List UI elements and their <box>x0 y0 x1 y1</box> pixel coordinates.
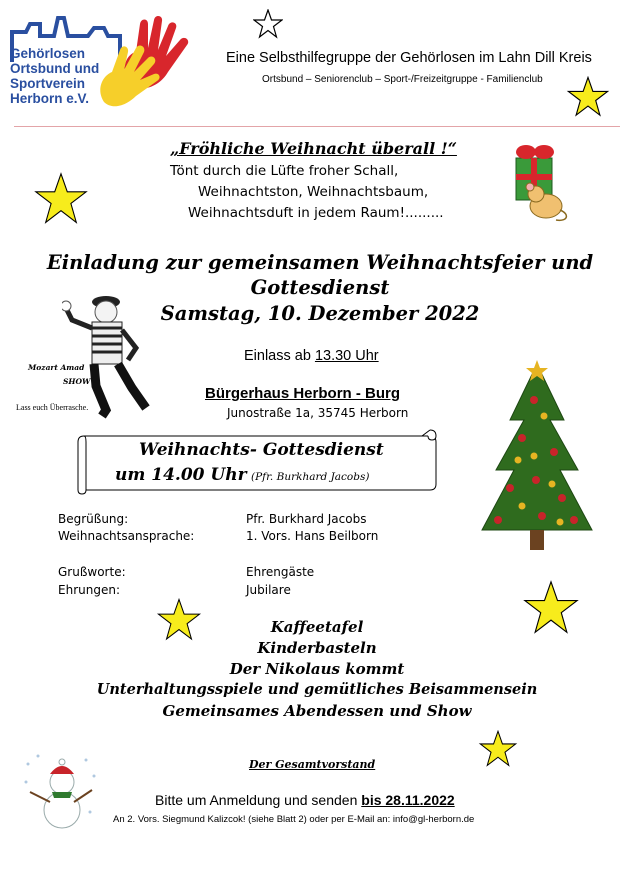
entry-time: 13.30 Uhr <box>314 348 379 364</box>
service-time: um 14.00 Uhr <box>115 465 247 485</box>
program-value: Jubilare <box>246 583 291 597</box>
scroll-banner-frame <box>74 428 440 496</box>
service-pastor: (Pfr. Burkhard Jacobs) <box>251 471 370 483</box>
logo-line-3: Sportverein <box>10 76 86 91</box>
activity-item: Der Nikolaus kommt <box>229 660 405 678</box>
activity-item: Kinderbasteln <box>257 639 377 657</box>
logo-text <box>10 46 99 106</box>
venue-address: Junostraße 1a, 35745 Herborn <box>227 406 409 420</box>
mime-caption-1: Mozart Amad <box>28 363 85 372</box>
snowman-icon <box>20 752 100 832</box>
poem-line-1: Tönt durch die Lüfte froher Schall, <box>170 163 399 179</box>
activity-item: Gemeinsames Abendessen und Show <box>162 702 472 720</box>
entry-prefix: Einlass ab <box>244 348 311 364</box>
entry-line <box>244 348 379 364</box>
invitation-line-1: Einladung zur gemeinsamen Weihnachtsfeier und <box>46 251 594 274</box>
signature: Der Gesamtvorstand <box>249 758 376 771</box>
registration-deadline: bis 28.11.2022 <box>361 792 455 808</box>
program-value: 1. Vors. Hans Beilborn <box>246 529 379 543</box>
header-tagline: Eine Selbsthilfegruppe der Gehörlosen im Lahn Dill Kreis <box>226 50 592 66</box>
program-label: Ehrungen: <box>58 583 120 597</box>
service-time-line <box>115 465 369 485</box>
gift-mouse-icon <box>506 140 574 224</box>
program-label: Grußworte: <box>58 565 126 579</box>
star-icon <box>566 76 610 118</box>
registration-line <box>155 792 455 808</box>
star-icon <box>32 172 90 226</box>
header-groups: Ortsbund – Seniorenclub – Sport-/Freizeitgruppe - Familienclub <box>262 74 543 85</box>
program-value: Ehrengäste <box>246 565 315 579</box>
mime-figure-icon <box>62 290 168 420</box>
poem-line-3: Weihnachtsduft in jedem Raum!......... <box>188 205 444 221</box>
mime-caption-3: Lass euch Überrasche. <box>16 403 89 412</box>
activity-item: Unterhaltungsspiele und gemütliches Beisammensein <box>96 681 538 698</box>
contact-line: An 2. Vors. Siegmund Kalizcok! (siehe Blatt 2) oder per E-Mail an: info@gl-herborn.de <box>113 814 475 825</box>
mime-caption-2: SHOW <box>63 377 91 386</box>
star-icon <box>478 730 518 768</box>
outline-star-icon <box>253 9 283 39</box>
venue-name: Bürgerhaus Herborn - Burg <box>205 385 401 402</box>
activity-item: Kaffeetafel <box>270 618 364 636</box>
service-title: Weihnachts- Gottesdienst <box>139 440 384 460</box>
club-logo <box>8 14 198 114</box>
event-date: Samstag, 10. Dezember 2022 <box>160 302 480 325</box>
header-divider <box>14 126 620 127</box>
poem-title: „Fröhliche Weihnacht überall !“ <box>170 139 457 158</box>
program-label: Weihnachtsansprache: <box>58 529 195 543</box>
invitation-line-2: Gottesdienst <box>250 276 390 299</box>
poem-line-2: Weihnachtston, Weihnachtsbaum, <box>198 184 429 200</box>
program-label: Begrüßung: <box>58 512 129 526</box>
logo-line-4: Herborn e.V. <box>10 91 90 106</box>
christmas-tree-icon <box>462 360 612 560</box>
program-value: Pfr. Burkhard Jacobs <box>246 512 367 526</box>
logo-line-1: Gehörlosen <box>10 46 86 61</box>
registration-prefix: Bitte um Anmeldung und senden <box>155 792 358 808</box>
logo-line-2: Ortsbund und <box>10 61 100 76</box>
